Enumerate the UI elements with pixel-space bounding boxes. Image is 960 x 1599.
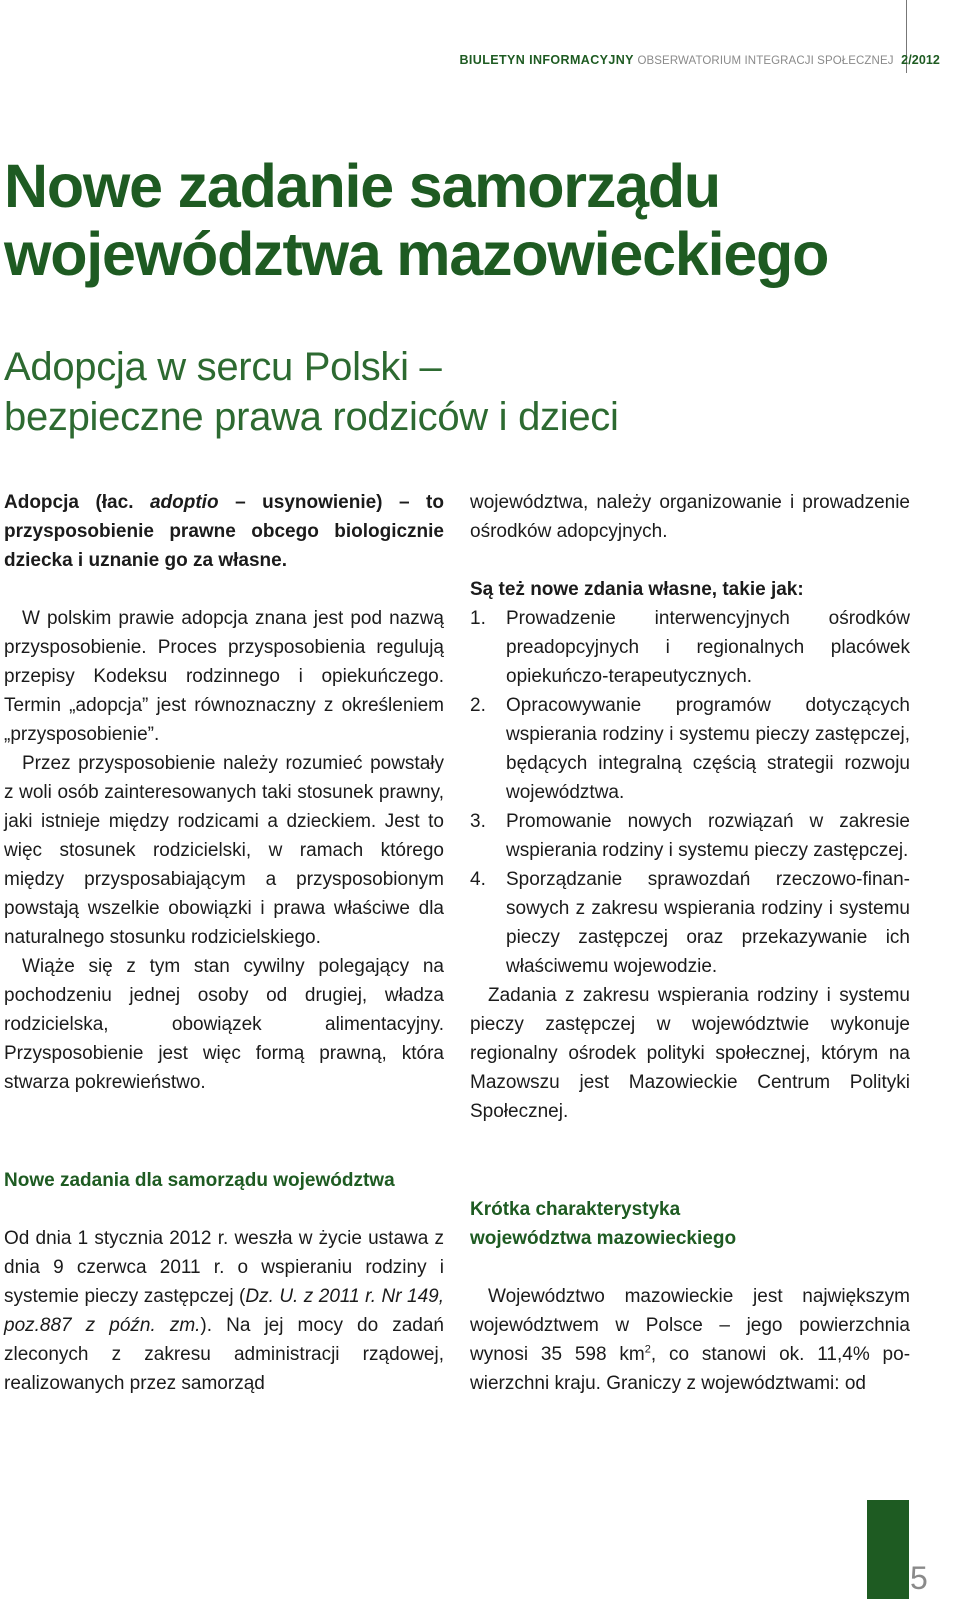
- list-item-text: Prowadzenie interwencyjnych ośrodków preadopcyjnych i regionalnych placówek opiekuńczo-terapeutycznych.: [506, 608, 910, 687]
- law-citation: Dz. U. z 2011 r. Nr 149, poz.887 z późn. zm.: [4, 1286, 444, 1336]
- section-characteristics-text: [470, 1282, 910, 1398]
- section-new-tasks-text: [4, 1224, 444, 1398]
- lead-text-end: – usynowienie) – to przysposobienie prawne obcego biologicznie dziecka i uznanie go za własne.: [4, 492, 444, 571]
- body-paragraph-3: Wiąże się z tym stan cywilny polegający na pochodzeniu jednej osoby od drugiej, władza rodzicielska, obowiązek alimentacyjny. Przysposobienie jest więc formą prawną, która stwarza pokrewieństwo.: [4, 956, 444, 1093]
- heading-line-1: Krótka charakterystyka: [470, 1199, 681, 1220]
- list-item-text: Promowanie nowych rozwiązań w zakresie wspierania rodziny i systemu pieczy zastępczej.: [506, 811, 910, 861]
- section-characteristics: [470, 1195, 910, 1398]
- article-subtitle: [4, 342, 904, 442]
- left-column: [4, 488, 444, 1097]
- title-line-1: Nowe zadanie samorządu: [4, 152, 720, 220]
- list-item-text: Sporządzanie sprawozdań rzeczowo-finansowych z zakresu wspierania rodziny i systemu pieczy zastępczej oraz przekazywanie ich właściwemu wojewodzie.: [506, 869, 910, 977]
- observatory-name: OBSERWATORIUM INTEGRACJI SPOŁECZNEJ: [637, 55, 894, 67]
- body-paragraph-1: W polskim prawie adopcja znana jest pod nazwą przysposobienie. Proces przysposobienia regulują przepisy Kodeksu rodzinnego i opiekuńczego. Termin „adopcja” jest równoznaczny z określeniem „przysposobienie”.: [4, 608, 444, 745]
- list-item-number: 2.: [470, 695, 486, 716]
- law-text-start: Od dnia 1 stycznia 2012 r. weszła w życie ustawa z dnia 9 czerwca 2011 r. o wspieraniu rodziny i systemie pieczy zastępczej (: [4, 1228, 444, 1307]
- right-column: [470, 488, 910, 1126]
- list-item: [470, 865, 910, 981]
- lead-text-start: Adopcja (łac.: [4, 492, 150, 513]
- list-item-number: 1.: [470, 608, 486, 629]
- right-paragraph-1: województwa, należy organizowanie i prowadzenie ośrodków adopcyjnych.: [470, 492, 910, 542]
- issue-number: 2/2012: [901, 53, 940, 67]
- running-header: [460, 53, 941, 67]
- section-heading-new-tasks: Nowe zadania dla samorządu województwa: [4, 1170, 395, 1191]
- list-item: [470, 691, 910, 807]
- area-text-end: , co stanowi ok. 11,4% powierzchni kraju. Graniczy z województwami: od: [470, 1344, 911, 1394]
- section-heading-characteristics: [470, 1195, 910, 1253]
- publication-name: BIULETYN INFORMACYJNY: [459, 53, 634, 67]
- lead-paragraph: [4, 488, 444, 575]
- subtitle-line-2: bezpieczne prawa rodziców i dzieci: [4, 395, 619, 439]
- section-new-tasks: [4, 1166, 444, 1398]
- title-line-2: województwa mazowieckiego: [4, 220, 829, 288]
- list-item-text: Opracowywanie programów dotyczących wspierania rodziny i systemu pieczy zastępczej, będących integralną częścią strategii rozwoju województwa.: [506, 695, 910, 803]
- subtitle-line-1: Adopcja w sercu Polski –: [4, 345, 442, 389]
- list-item-number: 3.: [470, 811, 486, 832]
- list-item-number: 4.: [470, 869, 486, 890]
- article-title: [4, 152, 944, 288]
- tasks-list: [470, 604, 910, 981]
- superscript: 2: [644, 1343, 651, 1356]
- right-paragraph-2: Zadania z zakresu wspierania rodziny i systemu pieczy zastępczej w województwie wykonuje regionalny ośrodek polityki społecznej, którym na Mazowszu jest Mazowieckie Centrum Polityki Społecznej.: [470, 985, 910, 1122]
- list-item: [470, 807, 910, 865]
- heading-line-2: województwa mazowieckiego: [470, 1228, 737, 1249]
- lead-latin-term: adoptio: [149, 492, 219, 513]
- law-text-end: ). Na jej mocy do zadań zleconych z zakresu administracji rządowej, realizowanych przez samorząd: [4, 1315, 444, 1394]
- page-number: 5: [910, 1560, 928, 1596]
- page-tab-marker: [867, 1500, 909, 1599]
- tasks-heading: Są też nowe zdania własne, takie jak:: [470, 579, 804, 600]
- list-item: [470, 604, 910, 691]
- body-paragraph-2: Przez przysposobienie należy rozumieć powstały z woli osób zainteresowanych taki stosunek prawny, jaki istnieje między rodzicami a dzieckiem. Jest to więc stosunek rodzicielski, w ramach którego między przysposabiającym a przysposobionym powstają wszelkie obowiązki i prawa właściwe dla naturalnego stosunku rodzicielskiego.: [4, 753, 444, 948]
- area-text-start: Województwo mazowieckie jest największym województwem w Polsce – jego powierzchnia wynosi 35 598 km: [470, 1286, 910, 1365]
